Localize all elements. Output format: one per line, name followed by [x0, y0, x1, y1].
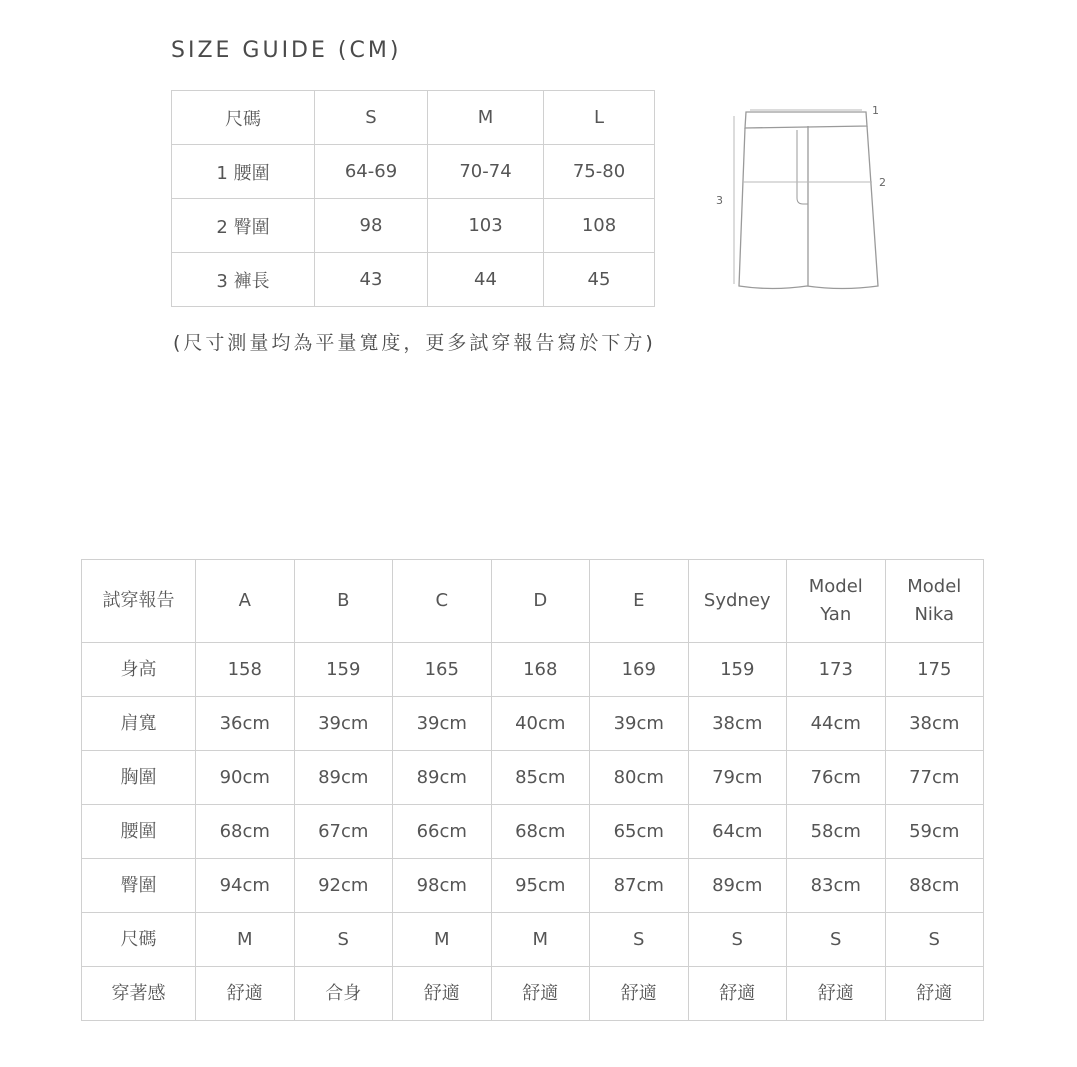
table-cell: 舒適	[787, 967, 886, 1021]
table-cell: S	[294, 913, 393, 967]
table-cell: 165	[393, 643, 492, 697]
table-cell: 68cm	[491, 805, 590, 859]
table-row	[82, 751, 984, 805]
header-cell: 試穿報告	[82, 560, 196, 643]
try-on-report-table	[81, 559, 984, 1021]
header-cell	[885, 560, 984, 643]
row-label: 身高	[82, 643, 196, 697]
table-cell: 40cm	[491, 697, 590, 751]
table-cell: 59cm	[885, 805, 984, 859]
shorts-measurement-diagram	[712, 100, 897, 300]
table-cell: 85cm	[491, 751, 590, 805]
table-row	[172, 199, 655, 253]
table-cell: 158	[196, 643, 295, 697]
table-row	[172, 145, 655, 199]
header-cell: L	[544, 91, 655, 145]
table-cell: 39cm	[590, 697, 689, 751]
table-cell: 175	[885, 643, 984, 697]
table-cell: 98	[315, 199, 428, 253]
table-cell: 39cm	[294, 697, 393, 751]
table-cell: 89cm	[393, 751, 492, 805]
row-label: 穿著感	[82, 967, 196, 1021]
header-cell: A	[196, 560, 295, 643]
row-label: 肩寬	[82, 697, 196, 751]
table-cell: 88cm	[885, 859, 984, 913]
table-cell: 89cm	[294, 751, 393, 805]
row-label: 尺碼	[82, 913, 196, 967]
table-cell: 87cm	[590, 859, 689, 913]
table-cell: 92cm	[294, 859, 393, 913]
table-cell: 67cm	[294, 805, 393, 859]
size-table-header	[172, 91, 655, 145]
table-cell: 58cm	[787, 805, 886, 859]
table-cell: S	[787, 913, 886, 967]
row-label: 2 臀圍	[172, 199, 315, 253]
header-cell: B	[294, 560, 393, 643]
table-cell: 38cm	[688, 697, 787, 751]
table-cell: 173	[787, 643, 886, 697]
header-cell: C	[393, 560, 492, 643]
table-cell: 66cm	[393, 805, 492, 859]
table-cell: 103	[428, 199, 544, 253]
table-cell: 45	[544, 253, 655, 307]
table-cell: 77cm	[885, 751, 984, 805]
waistband-shape	[745, 112, 867, 128]
table-row	[82, 805, 984, 859]
row-label: 胸圍	[82, 751, 196, 805]
table-cell: 90cm	[196, 751, 295, 805]
table-cell: 舒適	[393, 967, 492, 1021]
table-row	[82, 967, 984, 1021]
table-cell: S	[688, 913, 787, 967]
header-cell	[787, 560, 886, 643]
header-text: Model Yan	[808, 576, 863, 625]
table-cell: 70-74	[428, 145, 544, 199]
table-row	[82, 913, 984, 967]
row-label: 腰圍	[82, 805, 196, 859]
table-cell: 38cm	[885, 697, 984, 751]
table-cell: 80cm	[590, 751, 689, 805]
header-cell: S	[315, 91, 428, 145]
table-cell: M	[393, 913, 492, 967]
table-cell: M	[196, 913, 295, 967]
table-cell: 68cm	[196, 805, 295, 859]
table-cell: 89cm	[688, 859, 787, 913]
table-cell: 83cm	[787, 859, 886, 913]
header-cell: E	[590, 560, 689, 643]
table-cell: 合身	[294, 967, 393, 1021]
table-cell: 159	[294, 643, 393, 697]
diagram-label-1: 1	[872, 104, 879, 117]
diagram-label-3: 3	[716, 194, 723, 207]
table-cell: 76cm	[787, 751, 886, 805]
try-on-header-row	[82, 560, 984, 643]
table-cell: 169	[590, 643, 689, 697]
table-cell: 舒適	[491, 967, 590, 1021]
table-cell: 舒適	[590, 967, 689, 1021]
header-cell: 尺碼	[172, 91, 315, 145]
header-text: Model Nika	[907, 576, 962, 625]
row-label: 1 腰圍	[172, 145, 315, 199]
table-cell: 44cm	[787, 697, 886, 751]
table-cell: S	[590, 913, 689, 967]
table-cell: 65cm	[590, 805, 689, 859]
table-cell: 64cm	[688, 805, 787, 859]
table-cell: 舒適	[196, 967, 295, 1021]
table-cell: 39cm	[393, 697, 492, 751]
header-cell: Sydney	[688, 560, 787, 643]
table-cell: 舒適	[688, 967, 787, 1021]
table-cell: 168	[491, 643, 590, 697]
table-cell: 43	[315, 253, 428, 307]
table-cell: 64-69	[315, 145, 428, 199]
table-cell: 95cm	[491, 859, 590, 913]
table-cell: 75-80	[544, 145, 655, 199]
table-cell: 36cm	[196, 697, 295, 751]
table-row	[82, 697, 984, 751]
size-table	[171, 90, 655, 307]
header-cell: D	[491, 560, 590, 643]
table-cell: 108	[544, 199, 655, 253]
table-cell: 98cm	[393, 859, 492, 913]
fly-stitch	[797, 130, 808, 204]
table-cell: 79cm	[688, 751, 787, 805]
table-row	[172, 253, 655, 307]
page-title: SIZE GUIDE (CM)	[171, 38, 402, 63]
table-row	[82, 643, 984, 697]
header-cell: M	[428, 91, 544, 145]
measurement-note: (尺寸測量均為平量寬度，更多試穿報告寫於下方)	[173, 332, 656, 354]
table-cell: S	[885, 913, 984, 967]
table-cell: 舒適	[885, 967, 984, 1021]
table-cell: 159	[688, 643, 787, 697]
row-label: 臀圍	[82, 859, 196, 913]
table-cell: M	[491, 913, 590, 967]
table-row	[82, 859, 984, 913]
diagram-label-2: 2	[879, 176, 886, 189]
row-label: 3 褲長	[172, 253, 315, 307]
table-cell: 44	[428, 253, 544, 307]
table-cell: 94cm	[196, 859, 295, 913]
